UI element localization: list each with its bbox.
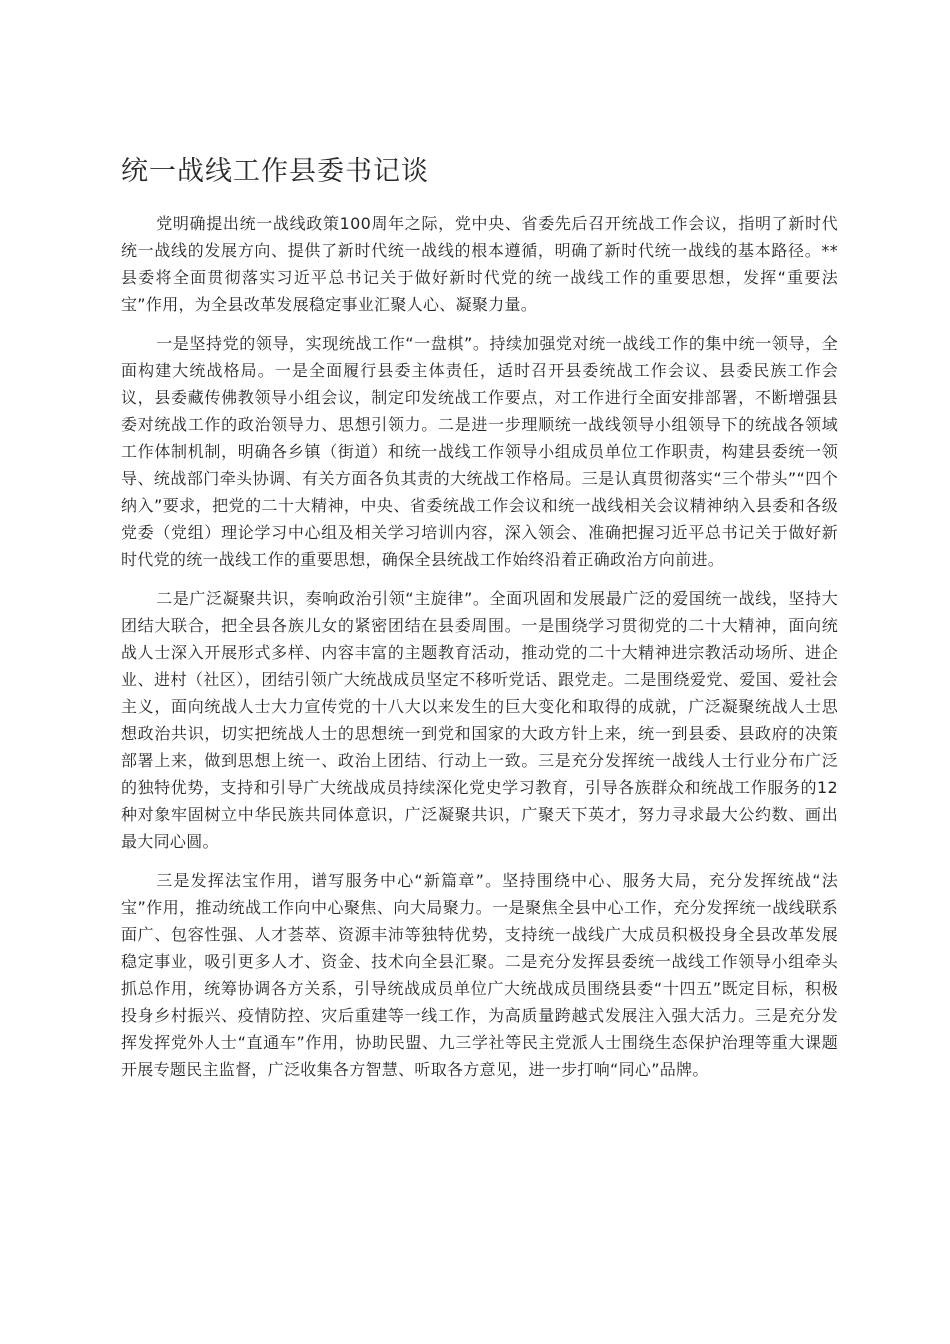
document-title: 统一战线工作县委书记谈 bbox=[121, 156, 429, 187]
paragraph-intro: 党明确提出统一战线政策100周年之际，党中央、省委先后召开统战工作会议，指明了新时代统一战线的发展方向、提供了新时代统一战线的根本遵循，明确了新时代统一战线的基本路径。**县委将全面贯彻落实习近平总书记关于做好新时代党的统一战线工作的重要思想，发挥“重要法宝”作用，为全县改革发展稳定事业汇聚人心、凝聚力量。 bbox=[121, 214, 838, 314]
paragraph-consensus: 二是广泛凝聚共识，奏响政治引领“主旋律”。全面巩固和发展最广泛的爱国统一战线，坚持大团结大联合，把全县各族儿女的紧密团结在县委周围。一是围绕学习贯彻党的二十大精神，面向统战人士深入开展形式多样、内容丰富的主题教育活动，推动党的二十大精神进宗教活动场所、进企业、进村（社区），团结引领广大统战成员坚定不移听党话、跟党走。二是围绕爱党、爱国、爱社会主义，面向统战人士大力宣传党的十八大以来发生的巨大变化和取得的成就，广泛凝聚统战人士思想政治共识，切实把统战人士的思想统一到党和国家的大政方针上来，统一到县委、县政府的决策部署上来，做到思想上统一、政治上团结、行动上一致。三是充分发挥统一战线人士行业分布广泛的独特优势，支持和引导广大统战成员持续深化党史学习教育，引导各族群众和统战工作服务的12种对象牢固树立中华民族共同体意识，广泛凝聚共识，广聚天下英才，努力寻求最大公约数、画出最大同心圆。 bbox=[121, 589, 838, 851]
paragraph-serve-center: 三是发挥法宝作用，谱写服务中心“新篇章”。坚持围绕中心、服务大局，充分发挥统战“法宝”作用，推动统战工作向中心聚焦、向大局聚力。一是聚焦全县中心工作，充分发挥统一战线联系面广、包容性强、人才荟萃、资源丰沛等独特优势，支持统一战线广大成员积极投身全县改革发展稳定事业，吸引更多人才、资金、技术向全县汇聚。二是充分发挥县委统一战线工作领导小组牵头抓总作用，统筹协调各方关系，引导统战成员单位广大统战成员围绕县委“十四五”既定目标，积极投身乡村振兴、疫情防控、灾后重建等一线工作，为高质量跨越式发展注入强大活力。三是充分发挥发挥党外人士“直通车”作用，协助民盟、九三学社等民主党派人士围绕生态保护治理等重大课题开展专题民主监督，广泛收集各方智慧、听取各方意见，进一步打响“同心”品牌。 bbox=[121, 871, 838, 1079]
paragraph-party-leadership: 一是坚持党的领导，实现统战工作“一盘棋”。持续加强党对统一战线工作的集中统一领导，全面构建大统战格局。一是全面履行县委主体责任，适时召开县委统战工作会议、县委民族工作会议，县委藏传佛教领导小组会议，制定印发统战工作要点，对工作进行全面安排部署，不断增强县委对统战工作的政治领导力、思想引领力。二是进一步理顺统一战线领导小组领导下的统战各领域工作体制机制，明确各乡镇（街道）和统一战线工作领导小组成员单位工作职责，构建县委统一领导、统战部门牵头协调、有关方面各负其责的大统战工作格局。三是认真贯彻落实“三个带头”“四个纳入”要求，把党的二十大精神，中央、省委统战工作会议和统一战线相关会议精神纳入县委和各级党委（党组）理论学习中心组及相关学习培训内容，深入领会、准确把握习近平总书记关于做好新时代党的统一战线工作的重要思想，确保全县统战工作始终沿着正确政治方向前进。 bbox=[121, 334, 838, 569]
document-body bbox=[121, 210, 838, 1095]
